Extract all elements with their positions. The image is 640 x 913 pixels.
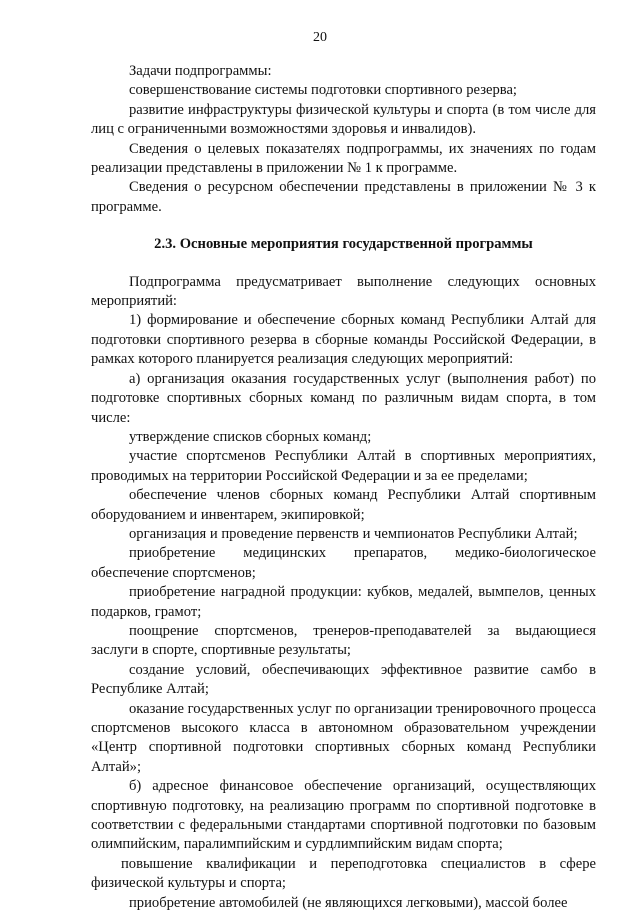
paragraph: Задачи подпрограммы: (129, 63, 272, 79)
page-number: 20 (313, 30, 327, 45)
paragraph: приобретение автомобилей (не являющихся легковыми), массой более (129, 894, 568, 911)
paragraph: создание условий, обеспечивающих эффективное развитие самбо в Республике Алтай; (91, 661, 596, 698)
paragraph: организация и проведение первенств и чемпионатов Республики Алтай; (129, 525, 578, 542)
paragraph: Сведения о целевых показателях подпрограммы, их значениях по годам реализации представлены в приложении № 1 к программе. (91, 140, 596, 177)
paragraph: приобретение медицинских препаратов, медико-биологическое обеспечение спортсменов; (91, 545, 596, 581)
paragraph: повышение квалификации и переподготовка специалистов в сфере физической культуры и спорта; (91, 855, 596, 892)
paragraph: приобретение наградной продукции: кубков, медалей, вымпелов, ценных подарков, грамот; (91, 584, 596, 620)
paragraph: совершенствование системы подготовки спортивного резерва; (129, 82, 517, 99)
paragraph: обеспечение членов сборных команд Республики Алтай спортивным оборудованием и инвентарем, экипировкой; (91, 487, 596, 523)
paragraph: участие спортсменов Республики Алтай в спортивных мероприятиях, проводимых на территории Российской Федерации и за ее пределами; (91, 448, 596, 484)
paragraph: оказание государственных услуг по организации тренировочного процесса спортсменов высокого класса в автономном образовательном учреждении «Центр спортивной подготовки спортивных сборных команд Республики Алтай»; (91, 700, 596, 775)
document-body (91, 62, 596, 913)
paragraph: 1) формирование и обеспечение сборных команд Республики Алтай для подготовки спортивного резерва в сборные команды Российской Федерации, в рамках которого планируется реализация следующих мероприятий: (91, 312, 596, 368)
paragraph: утверждение списков сборных команд; (129, 428, 372, 445)
paragraph: поощрение спортсменов, тренеров-преподавателей за выдающиеся заслуги в спорте, спортивные результаты; (91, 622, 596, 659)
paragraph: развитие инфраструктуры физической культуры и спорта (в том числе для лиц с ограниченными возможностями здоровья и инвалидов). (91, 101, 596, 138)
paragraph: б) адресное финансовое обеспечение организаций, осуществляющих спортивную подготовку, на реализацию программ по спортивной подготовке в соответствии с федеральными стандартами спортивной подготовки по базовым олимпийским, паралимпийским и сурдлимпийским видам спорта; (91, 778, 596, 853)
paragraph: Подпрограмма предусматривает выполнение следующих основных мероприятий: (91, 273, 596, 310)
section-heading: 2.3. Основные мероприятия государственной программы (154, 236, 533, 253)
paragraph: а) организация оказания государственных услуг (выполнения работ) по подготовке спортивных сборных команд по различным видам спорта, в том числе: (91, 370, 596, 426)
paragraph: Сведения о ресурсном обеспечении представлены в приложении № 3 к программе. (91, 179, 596, 215)
